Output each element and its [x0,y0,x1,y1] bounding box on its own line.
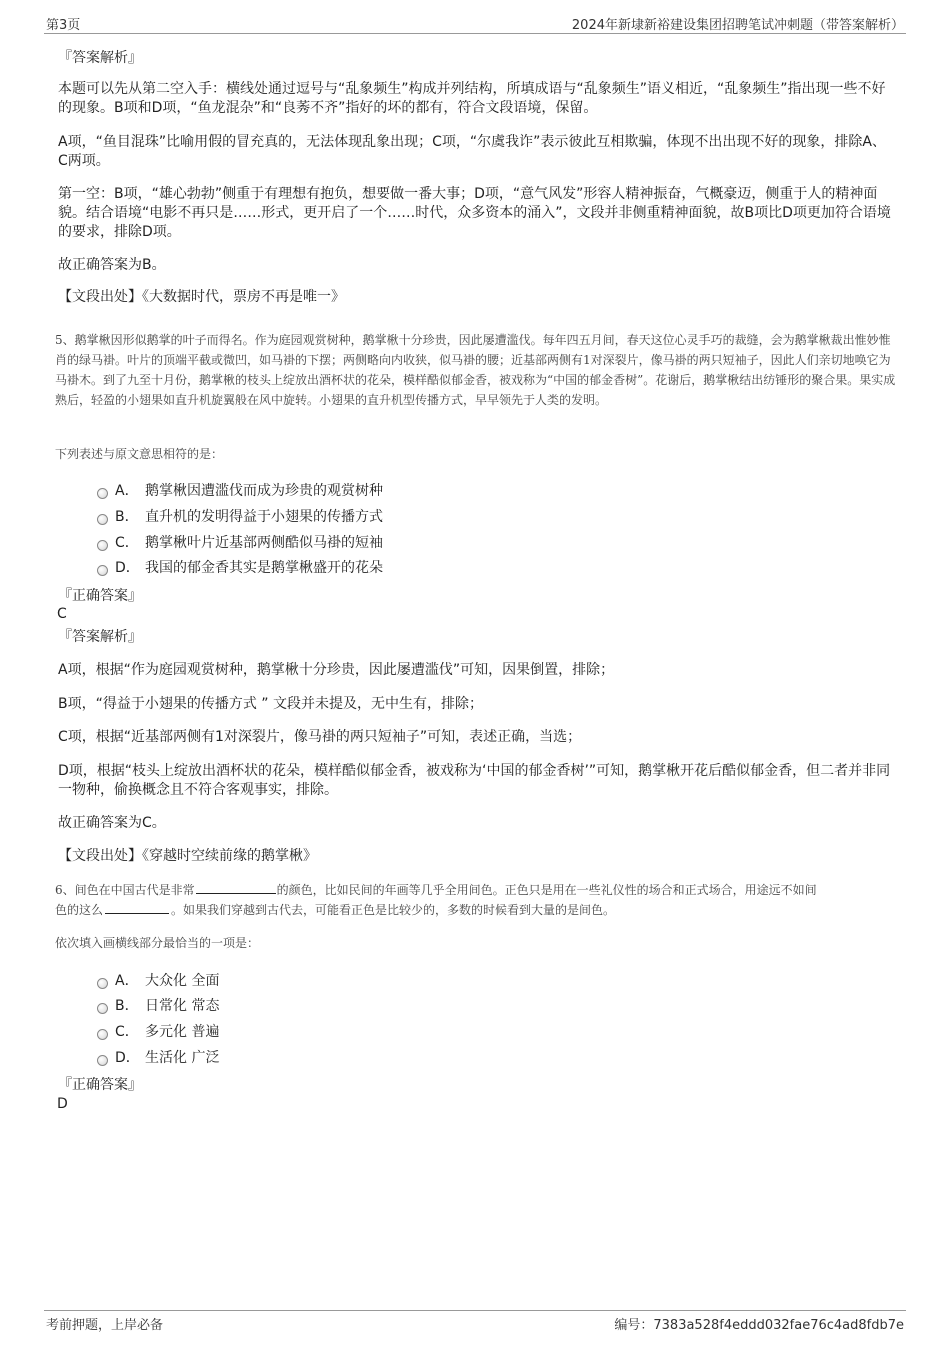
analysis-paragraph: 本题可以先从第二空入手：横线处通过逗号与“乱象频生”构成并列结构，所填成语与“乱象频生”语义相近，“乱象频生”指出现一些不好的现象。B项和D项，“鱼龙混杂”和“良莠不齐”指好的坏的都有，符合文段语境，保留。 [58,81,886,116]
option-text: 生活化 广泛 [145,1050,220,1066]
correct-answer-heading: 『正确答案』 [58,588,142,604]
header-divider [44,33,906,34]
option-d[interactable] [115,1048,219,1068]
option-letter: A． [115,483,139,499]
radio-option-c[interactable] [97,1029,108,1040]
option-letter: C． [115,1024,139,1040]
option-letter: A． [115,973,139,989]
document-title: 2024年新埭新裕建设集团招聘笔试冲刺题（带答案解析） [571,18,904,33]
radio-option-b[interactable] [97,514,108,525]
option-d[interactable] [115,558,383,578]
analysis-paragraph: A项，根据“作为庭园观赏树种，鹅掌楸十分珍贵，因此屡遭滥伐”可知，因果倒置，排除； [58,662,615,678]
passage-text: 的颜色，比如民间的年画等几乎全用间色。正色只是用在一些礼仪性的场合和正式场合，用途远不如间 [276,883,817,897]
code-label: 编号： [614,1318,654,1333]
option-text: 鹅掌楸因遭滥伐而成为珍贵的观赏树种 [145,483,383,499]
radio-option-c[interactable] [97,540,108,551]
passage-text: 6、间色在中国古代是非常 [55,883,195,897]
option-letter: D． [115,560,140,576]
option-c[interactable] [115,1022,219,1042]
footer-divider [44,1310,906,1311]
passage-text: 。如果我们穿越到古代去，可能看正色是比较少的，多数的时候看到大量的是间色。 [171,903,616,917]
fill-blank [196,881,276,894]
analysis-paragraph: C项，根据“近基部两侧有1对深裂片，像马褂的两只短袖子”可知，表述正确，当选； [58,729,582,745]
question-passage [55,880,900,920]
radio-option-a[interactable] [97,488,108,499]
page-number: 第3页 [46,18,81,33]
fill-blank [105,901,169,914]
footer-slogan: 考前押题，上岸必备 [46,1318,164,1333]
option-c[interactable] [115,533,383,553]
correct-answer: D [57,1096,68,1112]
option-letter: B． [115,998,139,1014]
analysis-paragraph: A项，“鱼目混珠”比喻用假的冒充真的，无法体现乱象出现；C项，“尔虞我诈”表示彼此互相欺骗，体现不出出现不好的现象，排除A、C两项。 [58,134,886,169]
correct-answer-heading: 『正确答案』 [58,1077,142,1093]
answer-conclusion: 故正确答案为B。 [58,257,166,273]
passage-source: 【文段出处】《大数据时代，票房不再是唯一》 [58,289,345,305]
correct-answer: C [57,606,67,622]
option-text: 日常化 常态 [145,998,220,1014]
option-letter: B． [115,509,139,525]
option-letter: D． [115,1050,140,1066]
analysis-heading: 『答案解析』 [58,629,142,645]
analysis-paragraph: B项，“得益于小翅果的传播方式 ” 文段并未提及，无中生有，排除； [58,696,484,712]
option-letter: C． [115,535,139,551]
analysis-paragraph: D项，根据“枝头上绽放出酒杯状的花朵，模样酷似郁金香，被戏称为‘中国的郁金香树’”可知，鹅掌楸开花后酷似郁金香，但二者并非同一物种，偷换概念且不符合客观事实，排除。 [58,763,891,798]
passage-text: 色的这么 [55,903,104,917]
answer-conclusion: 故正确答案为C。 [58,815,166,831]
code-value: 7383a528f4eddd032fae76c4ad8fdb7e [653,1318,904,1333]
option-a[interactable] [115,481,383,501]
radio-option-a[interactable] [97,978,108,989]
analysis-paragraph: 第一空：B项，“雄心勃勃”侧重于有理想有抱负，想要做一番大事；D项，“意气风发”形容人精神振奋，气概豪迈，侧重于人的精神面貌。结合语境“电影不再只是……形式，更开启了一个……时代，众多资本的涌入”，文段并非侧重精神面貌，故B项比D项更加符合语境的要求，排除D项。 [58,186,891,240]
option-text: 我国的郁金香其实是鹅掌楸盛开的花朵 [145,560,383,576]
question-passage: 5、鹅掌楸因形似鹅掌的叶子而得名。作为庭园观赏树种，鹅掌楸十分珍贵，因此屡遭滥伐。每年四五月间，春天这位心灵手巧的裁缝，会为鹅掌楸裁出惟妙惟肖的绿马褂。叶片的顶端平截或微凹，如马褂的下摆；两侧略向内收狭，似马褂的腰；近基部两侧有1对深裂片，像马褂的两只短袖子，因此人们亲切地唤它为马褂木。到了九至十月份，鹅掌楸的枝头上绽放出酒杯状的花朵，模样酷似郁金香，被戏称为“中国的郁金香树”。花谢后，鹅掌楸结出纺锤形的聚合果。果实成熟后，轻盈的小翅果如直升机旋翼般在风中旋转。小翅果的直升机型传播方式，早早领先于人类的发明。 [55,333,896,407]
option-a[interactable] [115,971,219,991]
radio-option-d[interactable] [97,1055,108,1066]
option-text: 直升机的发明得益于小翅果的传播方式 [145,509,383,525]
option-text: 多元化 普遍 [145,1024,220,1040]
option-b[interactable] [115,996,219,1016]
radio-option-b[interactable] [97,1003,108,1014]
question-stem: 下列表述与原文意思相符的是： [55,447,224,461]
radio-option-d[interactable] [97,565,108,576]
option-text: 大众化 全面 [145,973,220,989]
option-b[interactable] [115,507,383,527]
passage-source: 【文段出处】《穿越时空续前缘的鹅掌楸》 [58,848,317,864]
analysis-heading: 『答案解析』 [58,50,142,66]
document-code [614,1314,904,1333]
option-text: 鹅掌楸叶片近基部两侧酷似马褂的短袖 [145,535,383,551]
question-stem: 依次填入画横线部分最恰当的一项是： [55,936,260,950]
